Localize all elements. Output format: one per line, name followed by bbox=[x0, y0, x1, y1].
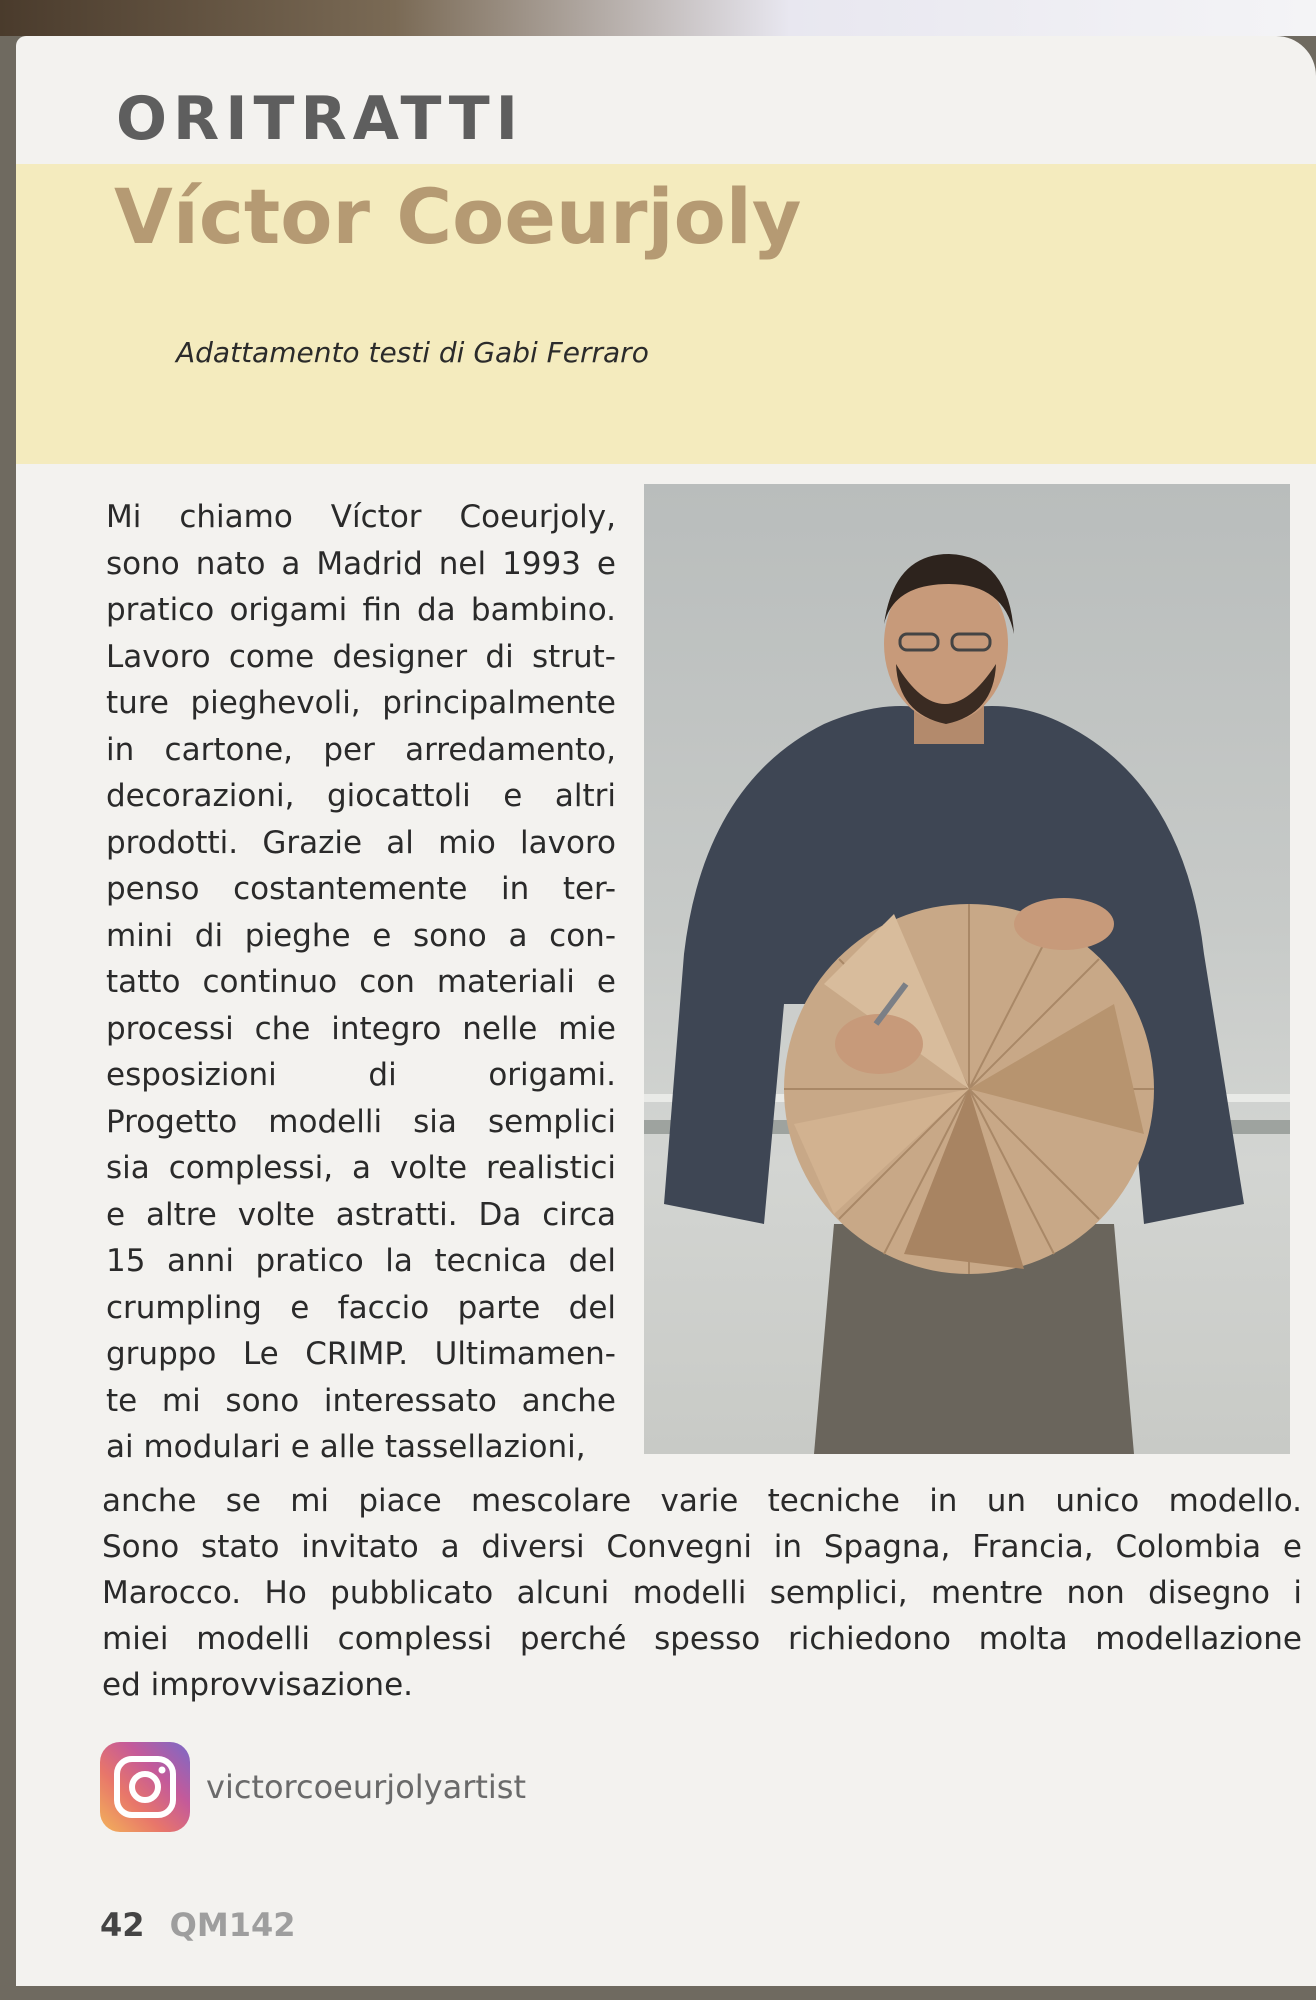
body-text-wide bbox=[102, 1478, 1302, 1708]
text-line: miei modelli complessi perché spesso richiedono molta modellazione bbox=[102, 1621, 1302, 1657]
page-number: 42 bbox=[100, 1906, 145, 1944]
article-title: Víctor Coeurjoly bbox=[114, 172, 802, 261]
section-label: ORITRATTI bbox=[116, 84, 524, 154]
article-credit: Adattamento testi di Gabi Ferraro bbox=[176, 336, 649, 369]
text-line: Mi chiamo Víctor Coeurjoly, bbox=[106, 499, 616, 535]
issue-label: QM142 bbox=[169, 1906, 296, 1944]
text-line: pratico origami fin da bambino. bbox=[106, 592, 616, 628]
text-line: tatto continuo con materiali e bbox=[106, 964, 616, 1000]
page-footer bbox=[100, 1906, 296, 1944]
text-line: te mi sono interessato anche bbox=[106, 1382, 616, 1419]
text-line: Lavoro come designer di strut- bbox=[106, 638, 616, 675]
text-line: in cartone, per arredamento, bbox=[106, 731, 616, 768]
text-line: decorazioni, giocattoli e altri bbox=[106, 778, 616, 814]
text-line: gruppo Le CRIMP. Ultimamen- bbox=[106, 1336, 616, 1372]
text-line: e altre volte astratti. Da circa bbox=[106, 1196, 616, 1233]
text-line: ai modulari e alle tassellazioni, bbox=[106, 1429, 586, 1465]
text-line: Progetto modelli sia semplici bbox=[106, 1103, 616, 1140]
instagram-handle[interactable]: victorcoeurjolyartist bbox=[206, 1768, 527, 1806]
text-line: Marocco. Ho pubblicato alcuni modelli semplici, mentre non disegno i bbox=[102, 1575, 1302, 1611]
text-line: sono nato a Madrid nel 1993 e bbox=[106, 545, 616, 582]
text-line: esposizioni di origami. bbox=[106, 1057, 616, 1093]
portrait-illustration bbox=[644, 484, 1290, 1454]
text-line: anche se mi piace mescolare varie tecniche in un unico modello. bbox=[102, 1483, 1302, 1519]
text-line: processi che integro nelle mie bbox=[106, 1010, 616, 1047]
instagram-icon[interactable] bbox=[100, 1742, 190, 1832]
text-line: mini di pieghe e sono a con- bbox=[106, 917, 616, 954]
text-line: Sono stato invitato a diversi Convegni in Spagna, Francia, Colombia e bbox=[102, 1529, 1302, 1565]
text-line: sia complessi, a volte realistici bbox=[106, 1150, 616, 1186]
text-line: penso costantemente in ter- bbox=[106, 871, 616, 907]
text-line: crumpling e faccio parte del bbox=[106, 1289, 616, 1326]
text-line: ed improvvisazione. bbox=[102, 1667, 413, 1703]
desk-background bbox=[0, 0, 1316, 36]
portrait-photo bbox=[644, 484, 1290, 1454]
magazine-page bbox=[16, 36, 1316, 1986]
text-line: 15 anni pratico la tecnica del bbox=[106, 1243, 616, 1279]
body-text-column bbox=[106, 494, 616, 1471]
text-line: ture pieghevoli, principalmente bbox=[106, 685, 616, 721]
text-line: prodotti. Grazie al mio lavoro bbox=[106, 824, 616, 861]
